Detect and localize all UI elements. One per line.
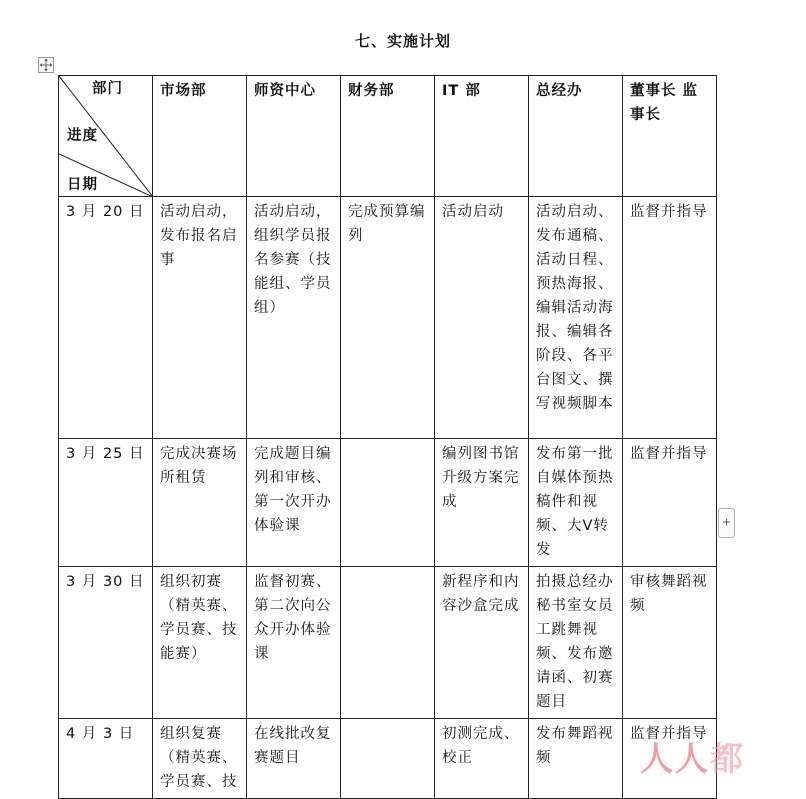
column-header-gm-office: 总经办 <box>529 76 623 197</box>
table-cell: 活动启动 <box>435 197 529 439</box>
table-cell: 新程序和内容沙盒完成 <box>435 567 529 719</box>
row-date: 4 月 3 日 <box>59 719 153 799</box>
column-header-teaching: 师资中心 <box>247 76 341 197</box>
corner-label-dept: 部门 <box>92 81 123 97</box>
table-cell: 发布第一批自媒体预热稿件和视频、大V转发 <box>529 439 623 567</box>
plan-table <box>58 75 717 799</box>
table-cell <box>341 439 435 567</box>
column-header-finance: 财务部 <box>341 76 435 197</box>
table-cell: 完成题目编列和审核、第一次开办体验课 <box>247 439 341 567</box>
row-date: 3 月 25 日 <box>59 439 153 567</box>
table-cell: 监督并指导 <box>623 439 717 567</box>
table-cell: 发布舞蹈视频 <box>529 719 623 799</box>
table-row <box>59 719 717 799</box>
table-cell <box>341 567 435 719</box>
table-move-handle-icon[interactable] <box>38 57 54 73</box>
table-cell: 监督初赛、第二次向公众开办体验课 <box>247 567 341 719</box>
column-header-marketing: 市场部 <box>153 76 247 197</box>
table-cell: 拍摄总经办秘书室女员工跳舞视频、发布邀请函、初赛题目 <box>529 567 623 719</box>
corner-label-date: 日期 <box>67 177 98 193</box>
add-column-button[interactable]: + <box>718 508 735 538</box>
table-cell: 完成预算编列 <box>341 197 435 439</box>
table-header-row <box>59 76 717 197</box>
table-cell: 在线批改复赛题目 <box>247 719 341 799</box>
table-cell: 活动启动，发布报名启事 <box>153 197 247 439</box>
table-cell: 组织复赛（精英赛、学员赛、技 <box>153 719 247 799</box>
table-cell <box>341 719 435 799</box>
table-row <box>59 197 717 439</box>
section-heading: 七、实施计划 <box>354 32 451 50</box>
corner-label-progress: 进度 <box>67 128 98 144</box>
row-date: 3 月 20 日 <box>59 197 153 439</box>
table-cell: 活动启动、发布通稿、活动日程、预热海报、编辑活动海报、编辑各阶段、各平台图文、撰写视频脚本 <box>529 197 623 439</box>
table-cell: 活动启动，组织学员报名参赛（技能组、学员组） <box>247 197 341 439</box>
table-row <box>59 439 717 567</box>
column-header-chairman: 董事长 监事长 <box>623 76 717 197</box>
table-cell: 编列图书馆升级方案完成 <box>435 439 529 567</box>
table-cell: 组织初赛（精英赛、学员赛、技能赛） <box>153 567 247 719</box>
table-row <box>59 567 717 719</box>
site-watermark-logo: 人人都 <box>640 739 745 778</box>
table-cell: 初测完成、校正 <box>435 719 529 799</box>
row-date: 3 月 30 日 <box>59 567 153 719</box>
table-cell: 审核舞蹈视频 <box>623 567 717 719</box>
table-cell: 监督并指导 <box>623 197 717 439</box>
table-cell: 监督并指导 <box>623 719 717 799</box>
corner-header-cell <box>59 76 153 197</box>
column-header-it: IT 部 <box>435 76 529 197</box>
table-cell: 完成决赛场所租赁 <box>153 439 247 567</box>
